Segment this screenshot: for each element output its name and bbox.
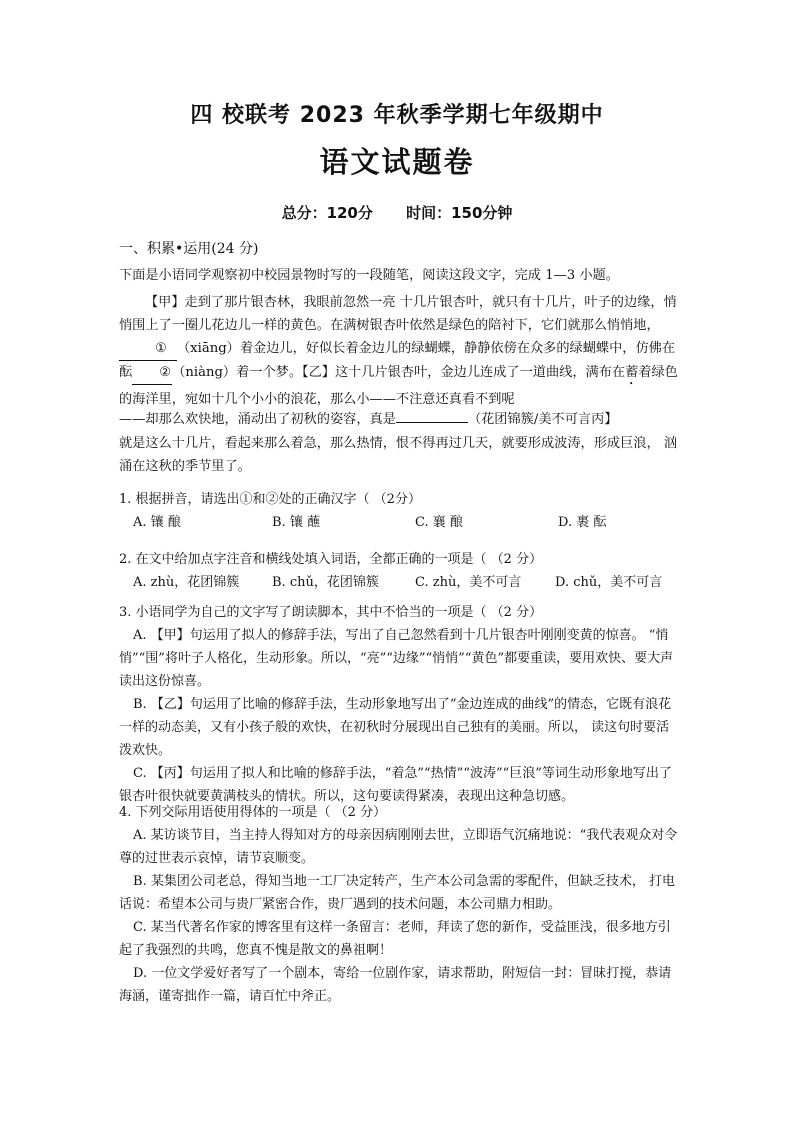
option-d: D. chǔ，美不可言	[555, 575, 663, 590]
option-a: A. 【甲】句运用了拟人的修辞手法，写出了自己忽然看到十几片银杏叶刚刚变黄的惊喜。 “悄悄”“围”将叶子人格化，生动形象。所以，“亮”“边缘”“悄悄”“黄色”都要重读，要用欢快、要大声读出这份惊喜。	[119, 628, 674, 689]
passage-paragraph-3: 就是这么十几片，看起来那么着急，那么热情，恨不得再过几天，就要形成波涛，形成巨浪， 汹涌在这秋的季节里了。	[119, 436, 678, 474]
exam-time: 时间：150分钟	[406, 204, 513, 222]
option-c: C. 襄 酿	[415, 515, 463, 530]
option-c: C. 某当代著名作家的博客里有这样一条留言：老师，拜读了您的新作，受益匪浅，很多地方引起了我强烈的共鸣，您真不愧是散文的鼻祖啊！	[119, 920, 671, 958]
passage-text: 【甲】走到了那片银杏林，我眼前忽然一亮 十几片银杏叶，就只有十几片，叶子的边缘，悄悄围上了一圈儿花边儿一样的黄色。在满树银杏叶依然是绿色的陪衬下，它们就那么悄悄地，	[119, 295, 677, 333]
option-d: D. 裹 酝	[558, 515, 607, 530]
passage-text: 着绿色的海洋里，宛如十几个小小的浪花，那么小——不注意还真看不到呢	[119, 365, 678, 407]
section-heading: 一、积累•运用(24 分)	[119, 241, 259, 257]
question-3	[119, 601, 681, 808]
blank-2: ②	[132, 361, 172, 385]
option-a: A. zhù，花团锦簇	[133, 575, 240, 590]
exam-title-line1: 四 校联考 2023 年秋季学期七年级期中	[190, 103, 604, 128]
section-intro: 下面是小语同学观察初中校园景物时写的一段随笔，阅读这段文字，完成 1—3 小题。	[119, 268, 619, 283]
question-2	[119, 548, 681, 594]
question-stem: 2. 在文中给加点字注音和横线处填入词语，全都正确的一项是（ （2 分）	[119, 552, 543, 567]
question-options	[133, 511, 681, 534]
blank-1: ①	[119, 337, 177, 361]
dotted-char: 蓄	[625, 365, 639, 380]
passage-text: （花团锦簇/美不可言	[467, 412, 592, 427]
passage-text: 丙】	[591, 412, 618, 427]
option-b: B. 【乙】句运用了比喻的修辞手法，生动形象地写出了“金边连成的曲线”的情态，它既有浪花一样的动态美，又有小孩子般的欢快，在初秋时分展现出自己独有的美丽。所以， 读这句时要活泼欢快。	[119, 697, 672, 758]
blank-3	[396, 422, 468, 423]
option-b: B. chǔ，花团锦簇	[272, 575, 379, 590]
passage-paragraph-1	[119, 291, 681, 411]
question-4	[119, 801, 681, 1008]
passage-text: ——却那么欢快地，涌动出了初秋的姿容，真是	[119, 412, 396, 427]
question-stem: 3. 小语同学为自己的文字写了朗读脚本，其中不恰当的一项是（ （2 分）	[119, 605, 543, 620]
exam-meta	[0, 202, 794, 223]
option-c: C. 【丙】句运用了拟人和比喻的修辞手法，“着急”“热情”“波涛”“巨浪”等词生动形象地写出了银杏叶很快就要黄满枝头的情状。所以，这句要读得紧凑，表现出这种急切感。	[119, 766, 672, 804]
exam-title-line2: 语文试题卷	[319, 145, 475, 179]
option-b: B. 某集团公司老总，得知当地一工厂决定转产，生产本公司急需的零配件，但缺乏技术， 打电话说：希望本公司与贵厂紧密合作，贵厂遇到的技术问题，本公司鼎力相助。	[119, 874, 675, 912]
total-score: 总分：120分	[281, 204, 373, 222]
question-stem: 1. 根据拼音，请选出①和②处的正确汉字（ （2分）	[119, 492, 421, 507]
pinyin-1: （xiāng）	[177, 341, 240, 356]
question-options	[133, 571, 681, 594]
option-a: A. 镶 酿	[133, 515, 181, 530]
passage-paragraph-2	[119, 408, 681, 431]
passage-text: 着金边儿，好似长着金边儿的绿蝴蝶，静静依傍在众多的绿蝴蝶中，仿佛在酝	[119, 341, 676, 380]
question-1	[119, 488, 681, 534]
option-d: D. 一位文学爱好者写了一个剧本，寄给一位剧作家，请求帮助，附短信一封：冒昧打搅，恭请海涵，谨寄拙作一篇，请百忙中斧正。	[119, 966, 672, 1004]
option-a: A. 某访谈节目，当主持人得知对方的母亲因病刚刚去世，立即语气沉痛地说：“我代表观众对令尊的过世表示哀悼，请节哀顺变。	[119, 828, 678, 866]
option-b: B. 镶 蘸	[272, 515, 320, 530]
pinyin-2: （niàng）着一个梦。【乙】这十几片银杏叶，金边儿连成了一道曲线，满布在	[172, 365, 626, 380]
question-stem: 4. 下列交际用语使用得体的一项是（ （2 分）	[119, 805, 387, 820]
option-c: C. zhù，美不可言	[415, 575, 522, 590]
